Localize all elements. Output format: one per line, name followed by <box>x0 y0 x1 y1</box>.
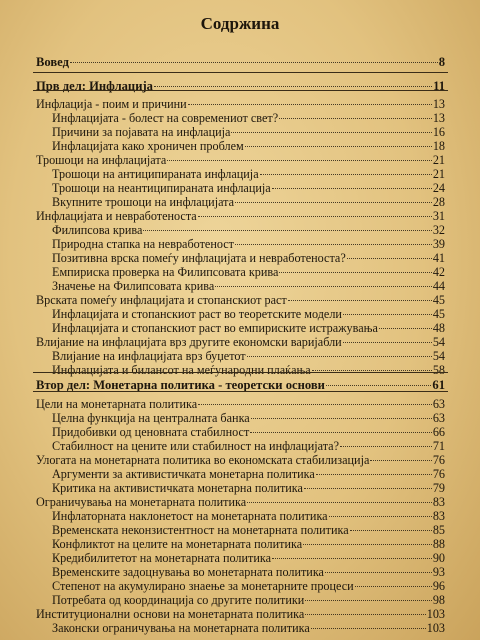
toc-entry[interactable] <box>52 307 445 321</box>
toc-entry-title: Улогата на монетарната политика во економската стабилизација <box>36 453 370 467</box>
toc-page-number: 76 <box>432 467 445 481</box>
toc-entry[interactable] <box>52 167 445 181</box>
dot-leader <box>340 446 432 447</box>
toc-entry-title: Институционални основи на монетарната политика <box>36 607 305 621</box>
toc-page-number: 48 <box>432 321 445 335</box>
toc-entry-title: Инфлацијата како хроничен проблем <box>52 139 244 153</box>
toc-page-number: 13 <box>432 111 445 125</box>
toc-entry[interactable] <box>36 335 445 349</box>
toc-entry[interactable] <box>52 251 445 265</box>
toc-entry-title: Инфлацијата - болест на современиот свет? <box>52 111 279 125</box>
toc-page-number: 39 <box>432 237 445 251</box>
toc-entry[interactable] <box>52 223 445 237</box>
toc-entry[interactable] <box>36 55 445 69</box>
dot-leader <box>245 146 432 147</box>
toc-page-number: 85 <box>432 523 445 537</box>
toc-entry-title: Временските задоцнувања во монетарната политика <box>52 565 324 579</box>
toc-entry-title: Влијание на инфлацијата врз другите економски варијабли <box>36 335 342 349</box>
page-title: Содржина <box>200 14 280 33</box>
toc-entry[interactable] <box>36 97 445 111</box>
toc-entry-title: Причини за појавата на инфлација <box>52 125 231 139</box>
dot-leader <box>370 460 431 461</box>
toc-page-number: 71 <box>432 439 445 453</box>
toc-entry-title: Кредибилитетот на монетарната политика <box>52 551 272 565</box>
dot-leader <box>350 530 432 531</box>
toc-entry[interactable] <box>52 425 445 439</box>
toc-entry[interactable] <box>36 397 445 411</box>
toc-entry-title: Инфлаторната наклонетост на монетарната политика <box>52 509 328 523</box>
toc-entry[interactable] <box>36 453 445 467</box>
toc-page-number: 45 <box>432 307 445 321</box>
toc-entry-title: Емпириска проверка на Филипсовата крива <box>52 265 279 279</box>
toc-entry-title: Значење на Филипсовата крива <box>52 279 215 293</box>
toc-entry-title: Придобивки од ценовната стабилност <box>52 425 250 439</box>
toc-entry[interactable] <box>52 621 445 635</box>
dot-leader <box>235 244 432 245</box>
dot-leader <box>143 230 431 231</box>
section-rule <box>33 391 448 392</box>
toc-page-number: 45 <box>432 293 445 307</box>
toc-entry[interactable] <box>52 537 445 551</box>
toc-page-number: 88 <box>432 537 445 551</box>
toc-entry[interactable] <box>52 593 445 607</box>
toc-entry-title: Инфлацијата и стопанскиот раст во емпириските истражувања <box>52 321 378 335</box>
dot-leader <box>198 216 432 217</box>
toc-page-number: 103 <box>426 621 445 635</box>
dot-leader <box>303 544 432 545</box>
toc-entry-title: Аргументи за активистичката монетарна политика <box>52 467 315 481</box>
toc-entry-title: Врската помеѓу инфлацијата и стопанскиот раст <box>36 293 287 307</box>
toc-page-number: 98 <box>432 593 445 607</box>
toc-entry[interactable] <box>52 565 445 579</box>
dot-leader <box>347 258 432 259</box>
toc-entry-title: Трошоци на неантиципираната инфлација <box>52 181 271 195</box>
dot-leader <box>312 370 432 371</box>
toc-page-number: 44 <box>432 279 445 293</box>
toc-page-number: 79 <box>432 481 445 495</box>
toc-entry[interactable] <box>52 321 445 335</box>
dot-leader <box>167 160 432 161</box>
toc-entry-title: Временската неконзистентност на монетарната политика <box>52 523 349 537</box>
toc-entry-title: Трошоци на инфлацијата <box>36 153 167 167</box>
toc-entry-title: Критика на активистичката монетарна политика <box>52 481 303 495</box>
toc-entry-title: Потребата од координација со другите политики <box>52 593 305 607</box>
dot-leader <box>70 62 438 63</box>
toc-page-number: 83 <box>432 509 445 523</box>
dot-leader <box>279 272 431 273</box>
toc-entry-title: Степенот на акумулирано знаење за монетарните процеси <box>52 579 354 593</box>
toc-entry-title: Позитивна врска помеѓу инфлацијата и невработеноста? <box>52 251 346 265</box>
toc-entry[interactable] <box>36 378 445 392</box>
toc-entry[interactable] <box>52 125 445 139</box>
dot-leader <box>247 356 432 357</box>
toc-entry[interactable] <box>52 279 445 293</box>
dot-leader <box>260 174 432 175</box>
toc-entry[interactable] <box>36 495 445 509</box>
toc-entry-title: Филипсова крива <box>52 223 143 237</box>
dot-leader <box>215 286 432 287</box>
toc-entry[interactable] <box>52 523 445 537</box>
toc-entry-title: Влијание на инфлацијата врз буџетот <box>52 349 246 363</box>
toc-entry-title: Трошоци на антиципираната инфлација <box>52 167 259 181</box>
dot-leader <box>250 432 432 433</box>
dot-leader <box>305 600 431 601</box>
dot-leader <box>272 188 432 189</box>
dot-leader <box>247 502 432 503</box>
dot-leader <box>379 328 432 329</box>
section-rule <box>33 72 448 73</box>
toc-entry-title: Инфлацијата и стопанскиот раст во теоретските модели <box>52 307 342 321</box>
section-rule <box>33 372 448 373</box>
dot-leader <box>325 572 432 573</box>
dot-leader <box>279 118 432 119</box>
section-rule <box>33 90 448 91</box>
toc-page-number: 11 <box>433 79 445 93</box>
toc-entry[interactable] <box>52 579 445 593</box>
toc-entry-title: Ограничувања на монетарната политика <box>36 495 247 509</box>
dot-leader <box>311 628 426 629</box>
toc-page-number: 8 <box>438 55 445 69</box>
dot-leader <box>198 404 432 405</box>
toc-page-number: 24 <box>432 181 445 195</box>
toc-entry[interactable] <box>36 209 445 223</box>
dot-leader <box>288 300 432 301</box>
dot-leader <box>231 132 431 133</box>
toc-entry-title: Природна стапка на невработеност <box>52 237 234 251</box>
toc-entry[interactable] <box>52 481 445 495</box>
dot-leader <box>188 104 432 105</box>
toc-entry-title: Инфлацијата и невработеноста <box>36 209 197 223</box>
toc-entry[interactable] <box>52 195 445 209</box>
toc-page-number: 32 <box>432 223 445 237</box>
toc-page-number: 54 <box>432 349 445 363</box>
toc-page-number: 61 <box>432 378 445 392</box>
dot-leader <box>316 474 432 475</box>
toc-entry[interactable] <box>52 411 445 425</box>
toc-page-number: 96 <box>432 579 445 593</box>
toc-entry[interactable] <box>36 293 445 307</box>
dot-leader <box>305 614 425 615</box>
toc-entry-title: Конфликтот на целите на монетарната политика <box>52 537 303 551</box>
toc-entry-title: Законски ограничувања на монетарната политика <box>52 621 310 635</box>
dot-leader <box>272 558 432 559</box>
dot-leader <box>235 202 432 203</box>
dot-leader <box>154 86 432 87</box>
toc-entry-title: Вкупните трошоци на инфлацијата <box>52 195 235 209</box>
toc-entry-title: Прв дел: Инфлација <box>36 79 153 93</box>
toc-page-number: 41 <box>432 251 445 265</box>
toc-page-number: 103 <box>426 607 445 621</box>
toc-entry[interactable] <box>52 139 445 153</box>
toc-entry-title: Вовед <box>36 55 69 69</box>
toc-entry[interactable] <box>36 153 445 167</box>
toc-page-number: 63 <box>432 397 445 411</box>
toc-entry[interactable] <box>52 237 445 251</box>
toc-page-number: 93 <box>432 565 445 579</box>
toc-entry-title: Целна функција на централната банка <box>52 411 250 425</box>
toc-page-number: 76 <box>432 453 445 467</box>
dot-leader <box>329 516 432 517</box>
toc-page-number: 21 <box>432 153 445 167</box>
dot-leader <box>343 342 432 343</box>
toc-entry-title: Инфлација - поим и причини <box>36 97 187 111</box>
toc-entry[interactable] <box>52 439 445 453</box>
toc-page-number: 28 <box>432 195 445 209</box>
toc-page-number: 66 <box>432 425 445 439</box>
toc-page-number: 54 <box>432 335 445 349</box>
toc-page-number: 83 <box>432 495 445 509</box>
toc-entry-title: Втор дел: Монетарна политика - теоретски основи <box>36 378 325 392</box>
toc-entry[interactable] <box>52 509 445 523</box>
dot-leader <box>326 385 432 386</box>
toc-entry-title: Цели на монетарната политика <box>36 397 198 411</box>
toc-entry[interactable] <box>52 349 445 363</box>
toc-page-number: 18 <box>432 139 445 153</box>
toc-page-number: 13 <box>432 97 445 111</box>
toc-page-number: 31 <box>432 209 445 223</box>
toc-entry[interactable] <box>52 181 445 195</box>
dot-leader <box>355 586 432 587</box>
toc-page-number: 16 <box>432 125 445 139</box>
toc-page-number: 63 <box>432 411 445 425</box>
dot-leader <box>343 314 432 315</box>
toc-entry-title: Стабилност на цените или стабилност на инфлацијата? <box>52 439 339 453</box>
toc-entry-title: Инфлацијата и билансот на меѓународни плаќања <box>52 363 311 377</box>
toc-entry[interactable] <box>36 607 445 621</box>
toc-entry[interactable] <box>52 265 445 279</box>
toc-entry[interactable] <box>52 111 445 125</box>
toc-page-number: 58 <box>432 363 445 377</box>
toc-entry[interactable] <box>52 363 445 377</box>
toc-page-number: 42 <box>432 265 445 279</box>
toc-page-number: 90 <box>432 551 445 565</box>
dot-leader <box>304 488 432 489</box>
dot-leader <box>251 418 432 419</box>
toc-entry[interactable] <box>52 467 445 481</box>
toc-entry[interactable] <box>52 551 445 565</box>
toc-page-number: 21 <box>432 167 445 181</box>
